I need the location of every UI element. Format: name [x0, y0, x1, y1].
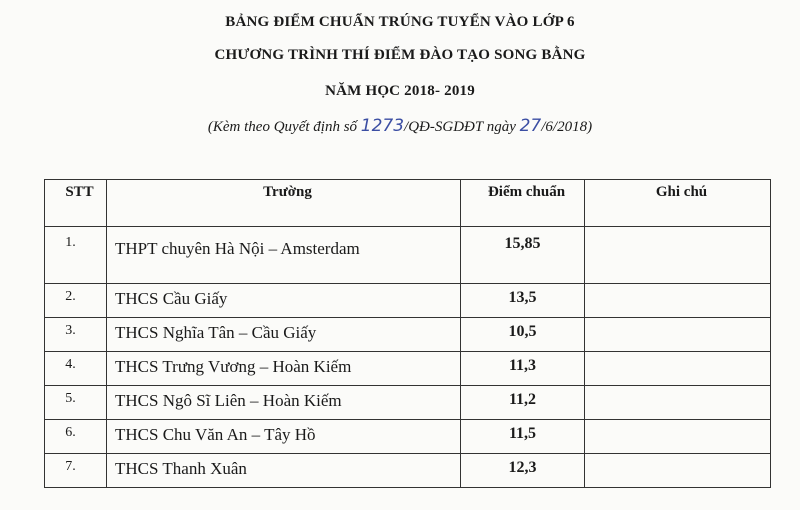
table-row — [45, 420, 771, 454]
row-stt: 6. — [45, 420, 107, 454]
row-score: 13,5 — [461, 284, 585, 318]
decision-suffix: /6/2018) — [541, 119, 593, 135]
row-stt: 5. — [45, 386, 107, 420]
row-note — [585, 352, 771, 386]
program-title: CHƯƠNG TRÌNH THÍ ĐIỂM ĐÀO TẠO SONG BẰNG — [214, 47, 586, 63]
row-note — [585, 420, 771, 454]
admission-score-table — [44, 179, 771, 488]
row-stt: 7. — [45, 454, 107, 488]
row-school: THCS Ngô Sĩ Liên – Hoàn Kiếm — [107, 386, 461, 420]
column-header-score: Điểm chuẩn — [461, 180, 585, 227]
row-school: THCS Cầu Giấy — [107, 284, 461, 318]
column-header-note: Ghi chú — [585, 180, 771, 227]
row-score: 12,3 — [461, 454, 585, 488]
table-header-row — [45, 180, 771, 227]
row-school: THCS Chu Văn An – Tây Hồ — [107, 420, 461, 454]
row-school: THPT chuyên Hà Nội – Amsterdam — [107, 227, 461, 284]
table-row — [45, 386, 771, 420]
row-school: THCS Trưng Vương – Hoàn Kiếm — [107, 352, 461, 386]
row-note — [585, 284, 771, 318]
table-row — [45, 352, 771, 386]
row-score: 15,85 — [461, 227, 585, 284]
decision-reference — [0, 116, 800, 136]
table-row — [45, 227, 771, 284]
row-score: 11,5 — [461, 420, 585, 454]
decision-prefix: (Kèm theo Quyết định số — [207, 119, 361, 135]
decision-middle: /QĐ-SGDĐT ngày — [404, 119, 520, 135]
row-note — [585, 227, 771, 284]
row-stt: 3. — [45, 318, 107, 352]
row-school: THCS Nghĩa Tân – Cầu Giấy — [107, 318, 461, 352]
row-score: 11,2 — [461, 386, 585, 420]
row-stt: 2. — [45, 284, 107, 318]
row-note — [585, 386, 771, 420]
row-note — [585, 454, 771, 488]
decision-day: 27 — [519, 116, 542, 136]
row-note — [585, 318, 771, 352]
row-school: THCS Thanh Xuân — [107, 454, 461, 488]
decision-number: 1273 — [360, 116, 405, 136]
row-score: 11,3 — [461, 352, 585, 386]
column-header-school: Trường — [107, 180, 461, 227]
table-row — [45, 454, 771, 488]
table-row — [45, 284, 771, 318]
column-header-stt: STT — [45, 180, 107, 227]
row-stt: 1. — [45, 227, 107, 284]
row-score: 10,5 — [461, 318, 585, 352]
document-title: BẢNG ĐIỂM CHUẨN TRÚNG TUYỂN VÀO LỚP 6 — [225, 14, 575, 30]
table-row — [45, 318, 771, 352]
row-stt: 4. — [45, 352, 107, 386]
school-year: NĂM HỌC 2018- 2019 — [325, 83, 475, 99]
